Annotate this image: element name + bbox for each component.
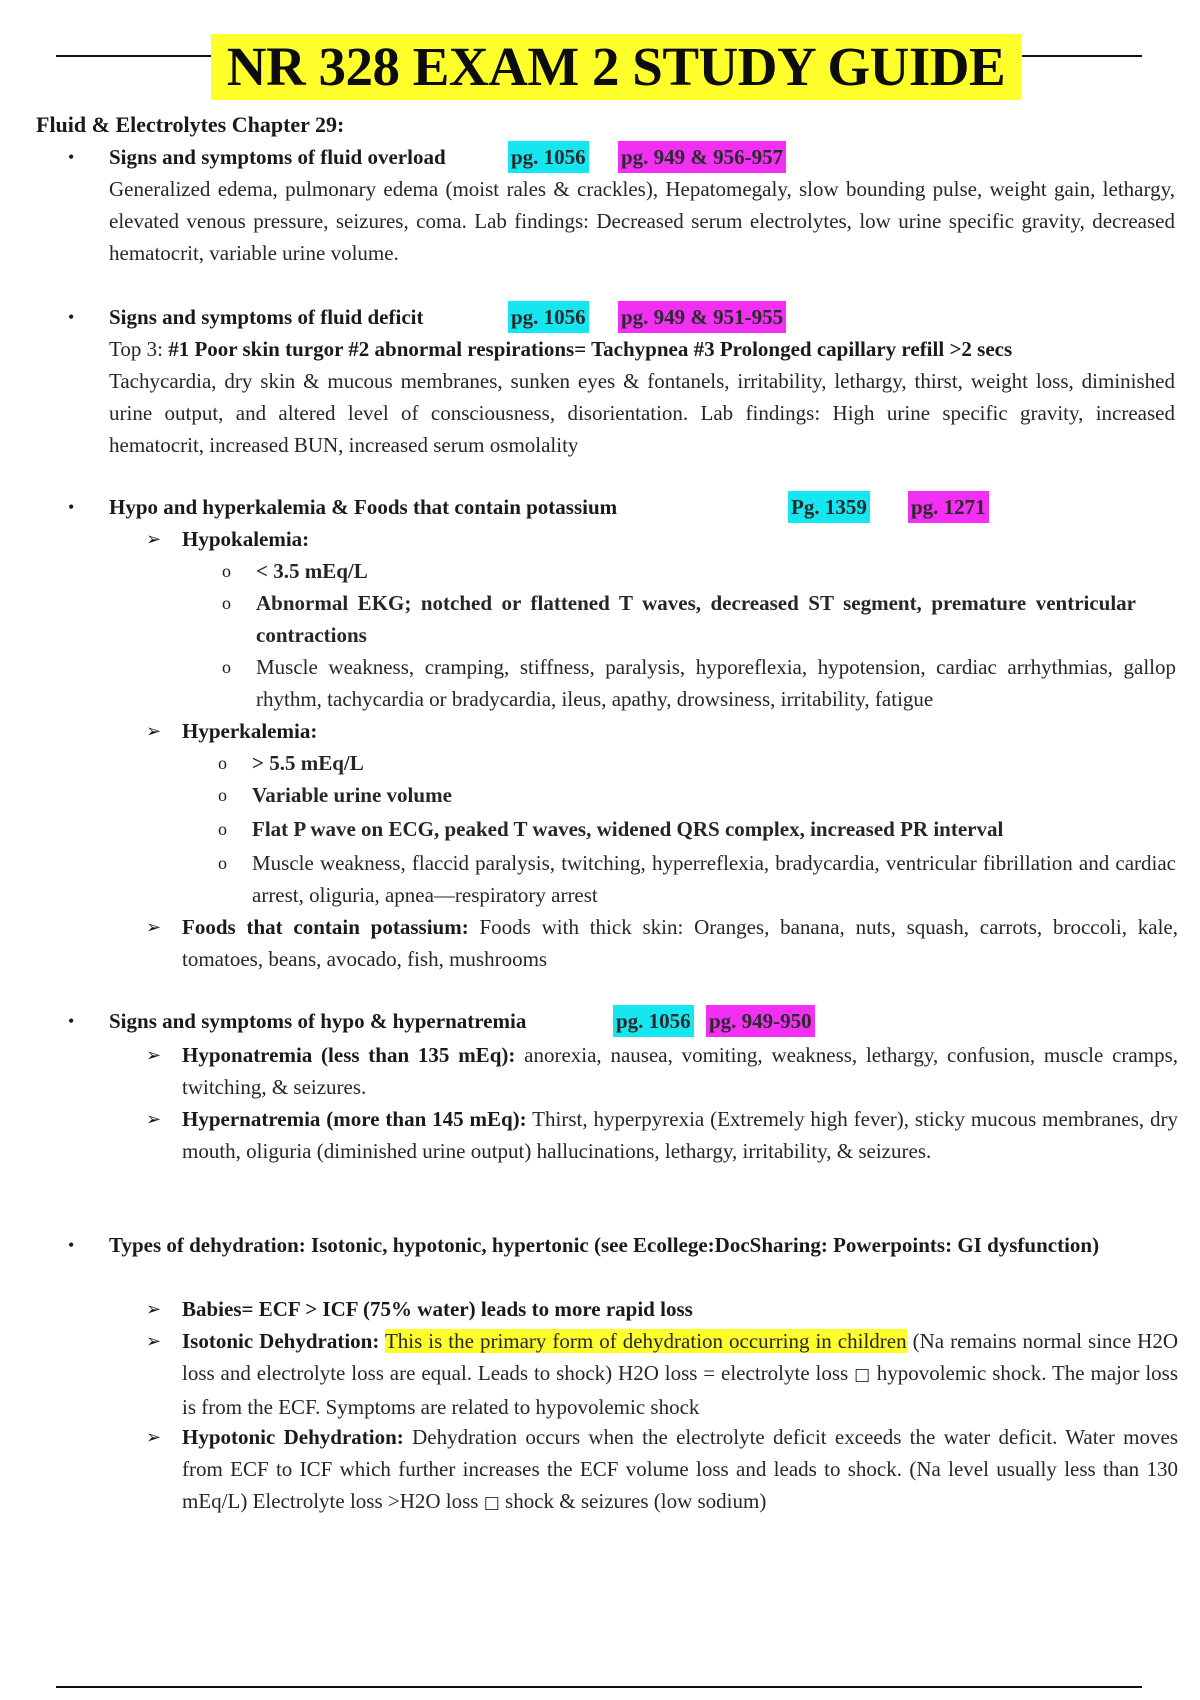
subsection-body: [182, 1421, 1178, 1519]
subsection-label: Hypokalemia:: [182, 527, 310, 551]
bullet-marker: •: [68, 147, 75, 167]
footer-rule: [56, 1686, 1142, 1688]
subsection-label: Hypotonic Dehydration:: [182, 1425, 404, 1449]
section-dehydration: [68, 1229, 1178, 1299]
circle-marker: o: [222, 657, 231, 677]
subsection-body: [182, 1325, 1178, 1423]
subsection-label: Babies= ECF > ICF (75% water) leads to more rapid loss: [182, 1297, 693, 1321]
page-ref-cyan: Pg. 1359: [788, 491, 870, 523]
page-title: NR 328 EXAM 2 STUDY GUIDE: [211, 34, 1021, 100]
page-ref-cyan: pg. 1056: [508, 301, 589, 333]
circle-marker: o: [222, 593, 231, 613]
section-title: Signs and symptoms of fluid overload: [109, 145, 446, 169]
subsection-text-continued: shock & seizures (low sodium): [505, 1489, 767, 1513]
bullet-marker: •: [68, 497, 75, 517]
arrow-marker: ➢: [146, 1045, 162, 1065]
subsection-text: anorexia, nausea, vomiting, weakness, lethargy, confusion, muscle cramps, twitching, & seizures.: [182, 1043, 1179, 1099]
circle-marker: o: [218, 853, 227, 873]
top-three-text: #1 Poor skin turgor #2 abnormal respirations= Tachypnea #3 Prolonged capillary refill >2 secs: [168, 337, 1013, 361]
list-item-text: > 5.5 mEq/L: [252, 751, 364, 775]
page-ref-magenta: pg. 1271: [908, 491, 989, 523]
arrow-marker: ➢: [146, 1109, 162, 1129]
list-item-text: Muscle weakness, flaccid paralysis, twitching, hyperreflexia, bradycardia, ventricular fibrillation and cardiac arrest, oliguria, apnea—respiratory arrest: [252, 851, 1176, 907]
section-fluid-overload: [68, 141, 1178, 271]
circle-marker: o: [218, 785, 227, 805]
circle-marker: o: [218, 819, 227, 839]
circle-marker: o: [218, 753, 227, 773]
page-ref-magenta: pg. 949 & 951-955: [618, 301, 786, 333]
subsection-label: Hyponatremia (less than 135 mEq):: [182, 1043, 516, 1067]
list-item-text: Muscle weakness, cramping, stiffness, paralysis, hyporeflexia, hypotension, cardiac arrhythmias, gallop rhythm, tachycardia or bradycardia, ileus, apathy, drowsiness, irritability, fatigue: [256, 655, 1176, 711]
subsection-label: Hyperkalemia:: [182, 719, 318, 743]
section-title: Hypo and hyperkalemia & Foods that contain potassium: [109, 495, 618, 519]
arrow-marker: ➢: [146, 721, 162, 741]
page-ref-cyan: pg. 1056: [508, 141, 589, 173]
subsection-body: [182, 911, 1178, 975]
top-three-line: [109, 333, 1175, 365]
box-glyph: □: [854, 1365, 871, 1385]
list-item-text: < 3.5 mEq/L: [256, 559, 368, 583]
subsection-text: Foods with thick skin: Oranges, banana, nuts, squash, carrots, broccoli, kale, tomatoes, beans, avocado, fish, mushrooms: [182, 915, 1179, 971]
title-bar: [56, 34, 1142, 100]
top-three-label: Top 3:: [109, 337, 163, 361]
subsection-label: Isotonic Dehydration:: [182, 1329, 380, 1353]
subsection-text: (Na remains normal since H2O loss and electrolyte loss are equal. Leads to shock) H2O loss = electrolyte loss: [182, 1329, 1179, 1385]
section-title: Types of dehydration: Isotonic, hypotonic, hypertonic (see Ecollege:DocSharing: Powerpoints: GI dysfunction): [109, 1233, 1100, 1257]
section-body: Generalized edema, pulmonary edema (moist rales & crackles), Hepatomegaly, slow bounding pulse, weight gain, lethargy, elevated venous pressure, seizures, coma. Lab findings: Decreased serum electrolytes, low urine specific gravity, decreased hematocrit, variable urine volume.: [109, 177, 1175, 265]
bullet-marker: •: [68, 1235, 75, 1255]
arrow-marker: ➢: [146, 1331, 162, 1351]
circle-marker: o: [222, 561, 231, 581]
subsection-label: Hypernatremia (more than 145 mEq):: [182, 1107, 527, 1131]
chapter-heading: Fluid & Electrolytes Chapter 29:: [36, 112, 345, 137]
section-body: Tachycardia, dry skin & mucous membranes, sunken eyes & fontanels, irritability, lethargy, thirst, weight loss, diminished urine output, and altered level of consciousness, disorientation. Lab findings: High urine specific gravity, increased hematocrit, increased BUN, increased serum osmolality: [109, 369, 1175, 457]
subsection-text: Thirst, hyperpyrexia (Extremely high fever), sticky mucous membranes, dry mouth, oliguria (diminished urine output) hallucinations, lethargy, irritability, & seizures.: [182, 1107, 1179, 1163]
arrow-marker: ➢: [146, 1299, 162, 1319]
subsection-text: Dehydration occurs when the electrolyte deficit exceeds the water deficit. Water moves from ECF to ICF which further increases the ECF volume loss and leads to shock. (Na level usually less than 130 mEq/L) Electrolyte loss >H2O loss: [182, 1425, 1178, 1513]
box-glyph: □: [483, 1493, 500, 1513]
title-rule-left: [56, 55, 214, 57]
arrow-marker: ➢: [146, 529, 162, 549]
subsection-label: Foods that contain potassium:: [182, 915, 469, 939]
section-title: Signs and symptoms of fluid deficit: [109, 305, 424, 329]
list-item-text: Abnormal EKG; notched or flattened T waves, decreased ST segment, premature ventricular contractions: [256, 591, 1136, 647]
bullet-marker: •: [68, 307, 75, 327]
section-fluid-deficit: [68, 301, 1178, 461]
highlighted-statement: This is the primary form of dehydration occurring in children: [384, 1329, 907, 1353]
page-ref-magenta: pg. 949 & 956-957: [618, 141, 786, 173]
section-title: Signs and symptoms of hypo & hypernatremia: [109, 1009, 527, 1033]
arrow-marker: ➢: [146, 917, 162, 937]
list-item-text: Variable urine volume: [252, 783, 452, 807]
subsection-body: [182, 1103, 1178, 1167]
subsection-body: [182, 1039, 1178, 1103]
page-ref-magenta: pg. 949-950: [706, 1005, 815, 1037]
subsection-text-continued: hypovolemic shock. The major loss is from the ECF. Symptoms are related to hypovolemic shock: [182, 1361, 1179, 1419]
bullet-marker: •: [68, 1011, 75, 1031]
arrow-marker: ➢: [146, 1427, 162, 1447]
list-item-text: Flat P wave on ECG, peaked T waves, widened QRS complex, increased PR interval: [252, 817, 1004, 841]
title-rule-right: [1022, 55, 1142, 57]
page-ref-cyan: pg. 1056: [613, 1005, 694, 1037]
